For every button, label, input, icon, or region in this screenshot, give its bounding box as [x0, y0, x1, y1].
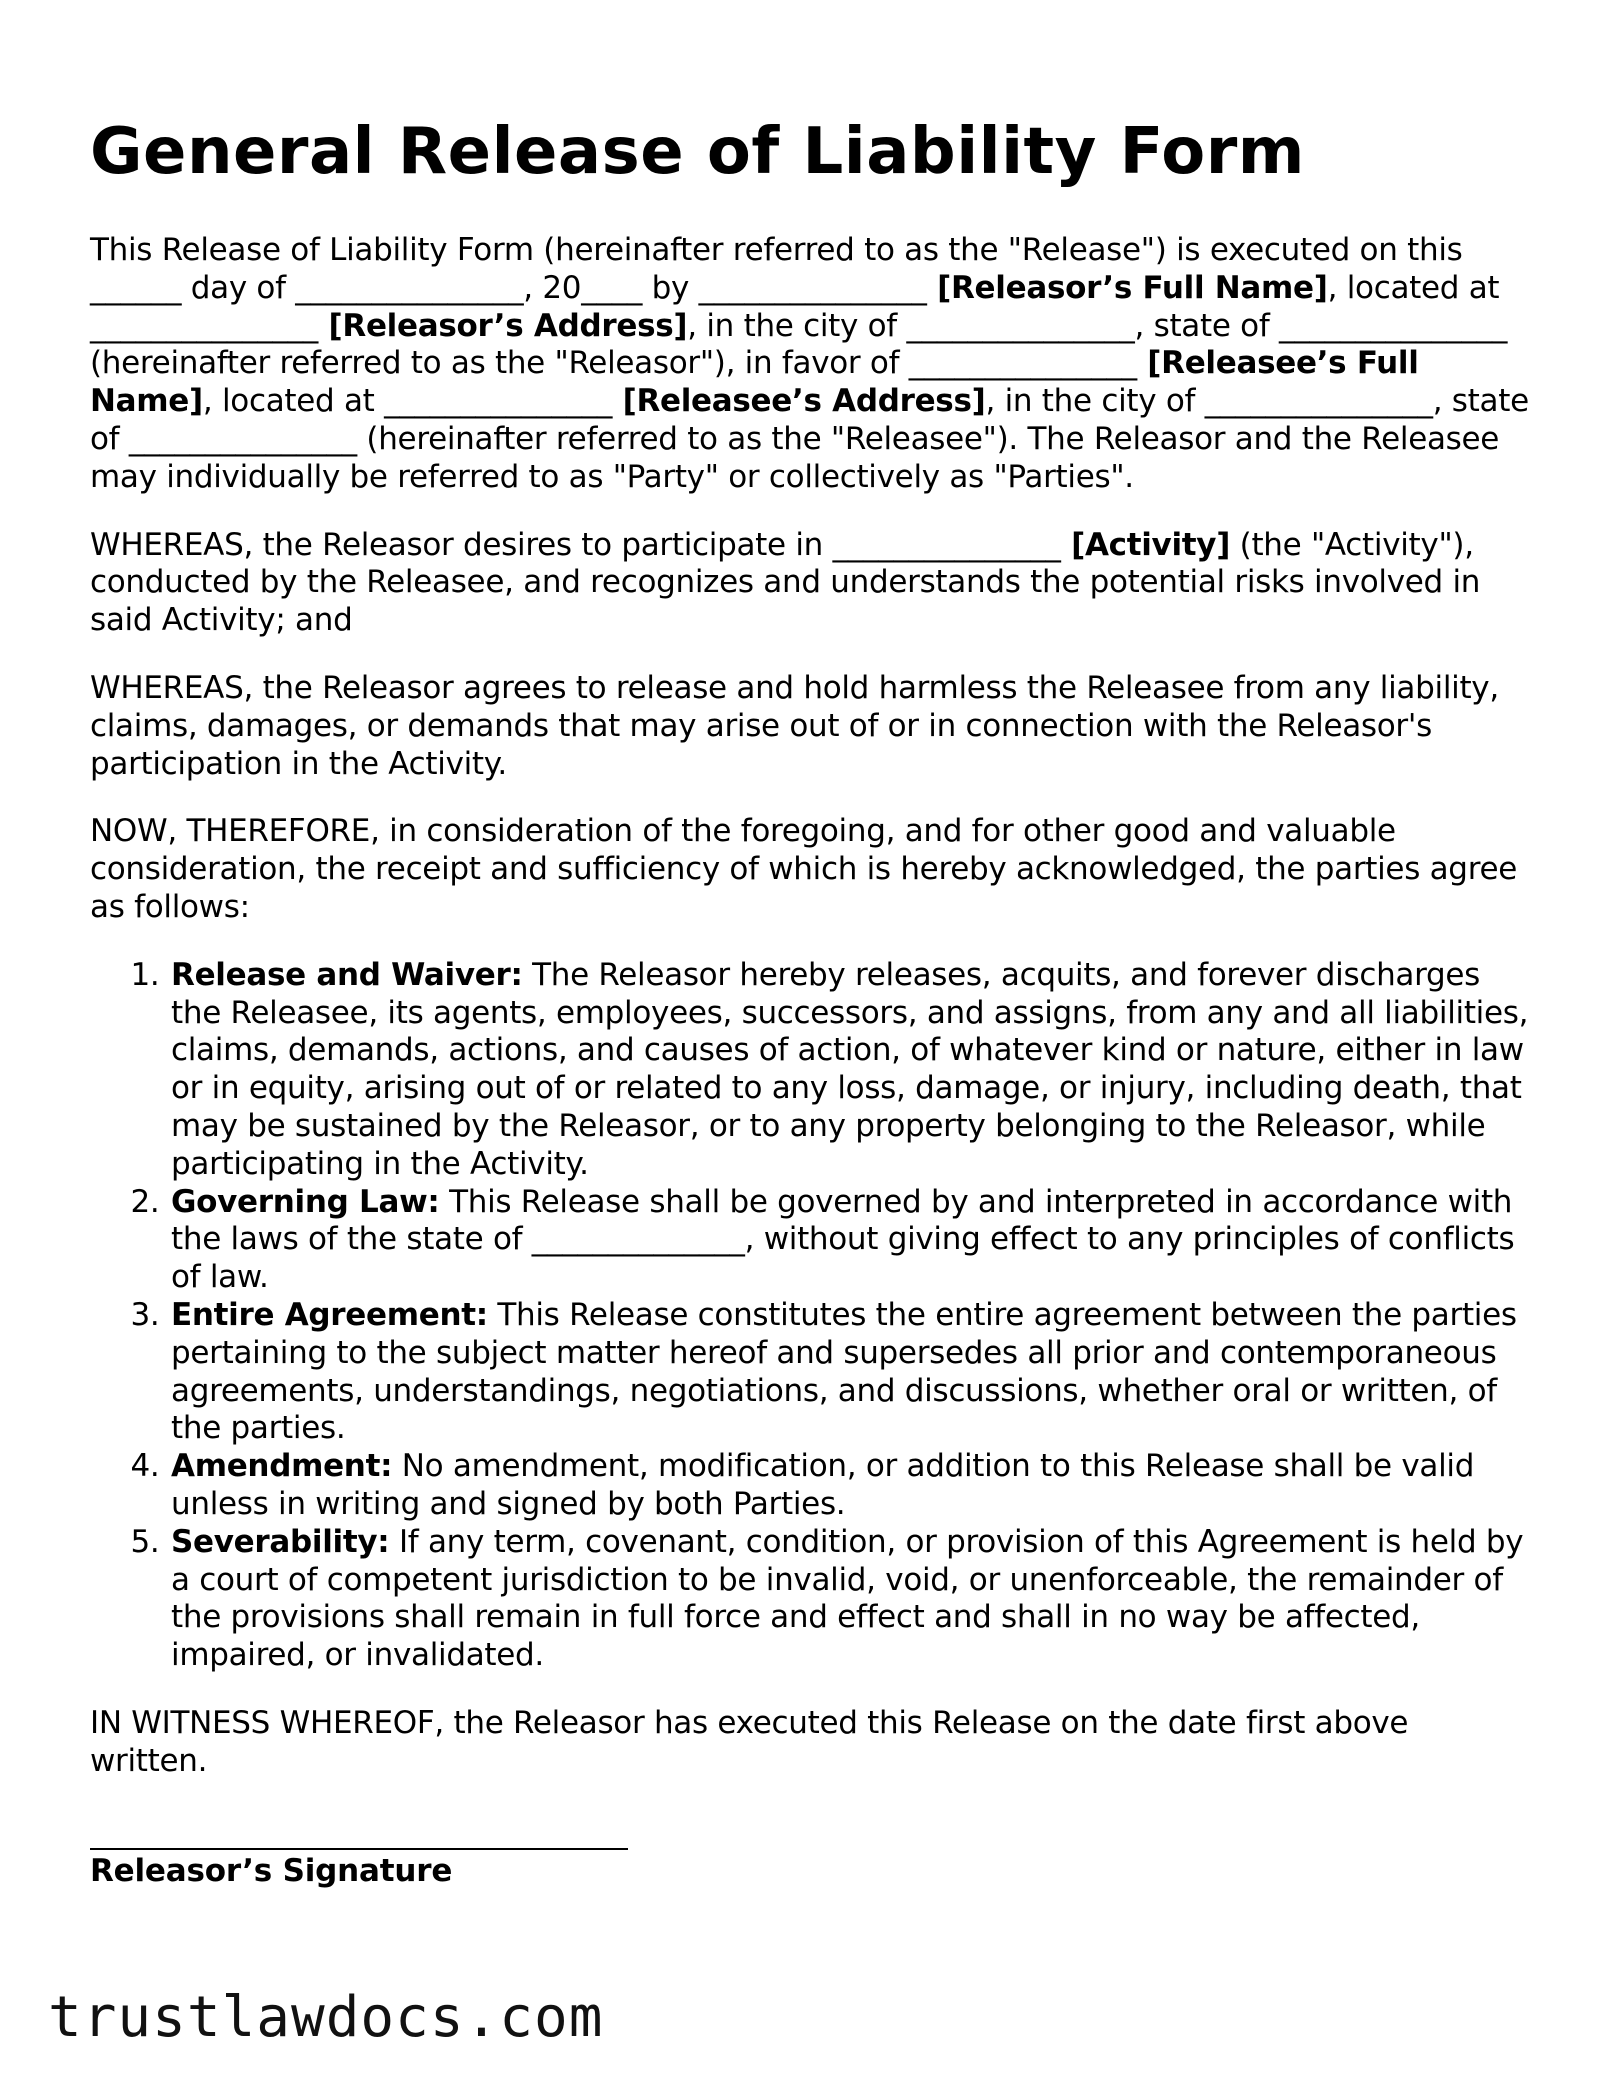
signature-block: [90, 1828, 1530, 1892]
year-blank[interactable]: ____: [581, 269, 643, 306]
clause-text: The Releasor hereby releases, acquits, and forever discharges the Releasee, its agents, employees, successors, and assigns, from any and all liabilities, claims, demands, actions, and causes of action, of whatever kind or nature, either in law or in equity, arising out of or related to any loss, damage, or injury, including death, that may be sustained by the Releasor, or to any property belonging to the Releasor, while participating in the Activity.: [171, 956, 1529, 1182]
now-therefore-paragraph: NOW, THEREFORE, in consideration of the foregoing, and for other good and valuable consideration, the receipt and sufficiency of which is hereby acknowledged, the parties agree as follows:: [90, 813, 1517, 925]
clause-heading: Severability:: [171, 1523, 390, 1560]
intro-text: , located at: [1327, 269, 1500, 306]
clause-release-and-waiver: [169, 957, 1530, 1184]
releasee-city-blank[interactable]: _______________: [1204, 383, 1433, 420]
day-blank[interactable]: ______: [90, 269, 182, 306]
signature-line[interactable]: [90, 1828, 628, 1850]
document-title: General Release of Liability Form: [90, 115, 1305, 189]
intro-text: , located at: [202, 383, 385, 420]
releasee-state-blank[interactable]: _______________: [128, 420, 357, 457]
intro-text: by: [642, 269, 699, 306]
clause-text: No amendment, modification, or addition to this Release shall be valid unless in writing and signed by both Parties.: [171, 1448, 1475, 1522]
clause-amendment: [169, 1448, 1530, 1524]
clause-heading: Release and Waiver:: [171, 956, 523, 993]
governing-state-blank[interactable]: ______________: [531, 1221, 745, 1258]
releasee-address-label: [Releasee’s Address]: [612, 383, 986, 420]
intro-text: , 20: [523, 269, 582, 306]
whereas-text: WHEREAS, the Releasor desires to participate in: [90, 526, 833, 563]
releasor-city-blank[interactable]: _______________: [906, 307, 1135, 344]
clause-heading: Governing Law:: [171, 1183, 440, 1220]
whereas-activity-paragraph: [90, 527, 1530, 640]
document-body: [90, 112, 1530, 1892]
clauses-list: [90, 957, 1530, 1675]
releasee-name-blank[interactable]: _______________: [908, 345, 1137, 382]
releasor-state-blank[interactable]: _______________: [1279, 307, 1508, 344]
releasor-name-blank[interactable]: _______________: [698, 269, 927, 306]
intro-text: day of: [181, 269, 296, 306]
activity-blank[interactable]: _______________: [832, 526, 1061, 563]
intro-text: (hereinafter referred to as the "Releasor"), in favor of: [90, 345, 909, 382]
intro-paragraph: [90, 232, 1530, 497]
watermark-text: trustlawdocs.com: [48, 1985, 604, 2050]
whereas-release-paragraph: WHEREAS, the Releasor agrees to release and hold harmless the Releasee from any liability, claims, damages, or demands that may arise out of or in connection with the Releasor's participation in the Activity.: [90, 669, 1499, 782]
clause-text: If any term, covenant, condition, or provision of this Agreement is held by a court of competent jurisdiction to be invalid, void, or unenforceable, the remainder of the provisions shall remain in full force and effect and shall in no way be affected, impaired, or invalidated.: [171, 1523, 1524, 1674]
intro-text: , in the city of: [985, 383, 1205, 420]
clause-heading: Entire Agreement:: [171, 1296, 488, 1333]
releasor-name-label: [Releasor’s Full Name]: [926, 269, 1328, 306]
clause-text: This Release shall be governed by and interpreted in accordance with the laws of the state of: [171, 1183, 1513, 1258]
releasor-address-blank[interactable]: _______________: [90, 307, 319, 344]
clause-governing-law: [169, 1184, 1530, 1297]
releasee-address-blank[interactable]: _______________: [384, 383, 613, 420]
clause-heading: Amendment:: [171, 1448, 393, 1485]
month-blank[interactable]: _______________: [295, 269, 524, 306]
releasee-name-label: [Releasee’s Full Name]: [90, 345, 1419, 420]
clause-text: This Release constitutes the entire agreement between the parties pertaining to the subject matter hereof and supersedes all prior and contemporaneous agreements, understandings, negotiations, and discussions, whether oral or written, of the parties.: [171, 1296, 1517, 1447]
whereas-text: (the "Activity"), conducted by the Releasee, and recognizes and understands the potential risks involved in said Activity; and: [90, 526, 1481, 639]
signature-label: Releasor’s Signature: [90, 1853, 453, 1890]
releasor-address-label: [Releasor’s Address]: [318, 307, 688, 344]
clause-text: , without giving effect to any principles of conflicts of law.: [171, 1221, 1515, 1296]
intro-text: , state of: [90, 383, 1529, 457]
intro-text: (hereinafter referred to as the "Releasee"). The Releasor and the Releasee may individually be referred to as "Party" or collectively as "Parties".: [90, 420, 1500, 495]
clause-severability: [169, 1524, 1530, 1675]
intro-text: This Release of Liability Form (hereinafter referred to as the "Release") is executed on this: [90, 232, 1463, 268]
intro-text: , state of: [1134, 307, 1280, 344]
in-witness-paragraph: IN WITNESS WHEREOF, the Releasor has executed this Release on the date first above written.: [90, 1704, 1409, 1779]
activity-label: [Activity]: [1060, 526, 1231, 563]
clause-entire-agreement: [169, 1297, 1530, 1448]
intro-text: , in the city of: [687, 307, 907, 344]
